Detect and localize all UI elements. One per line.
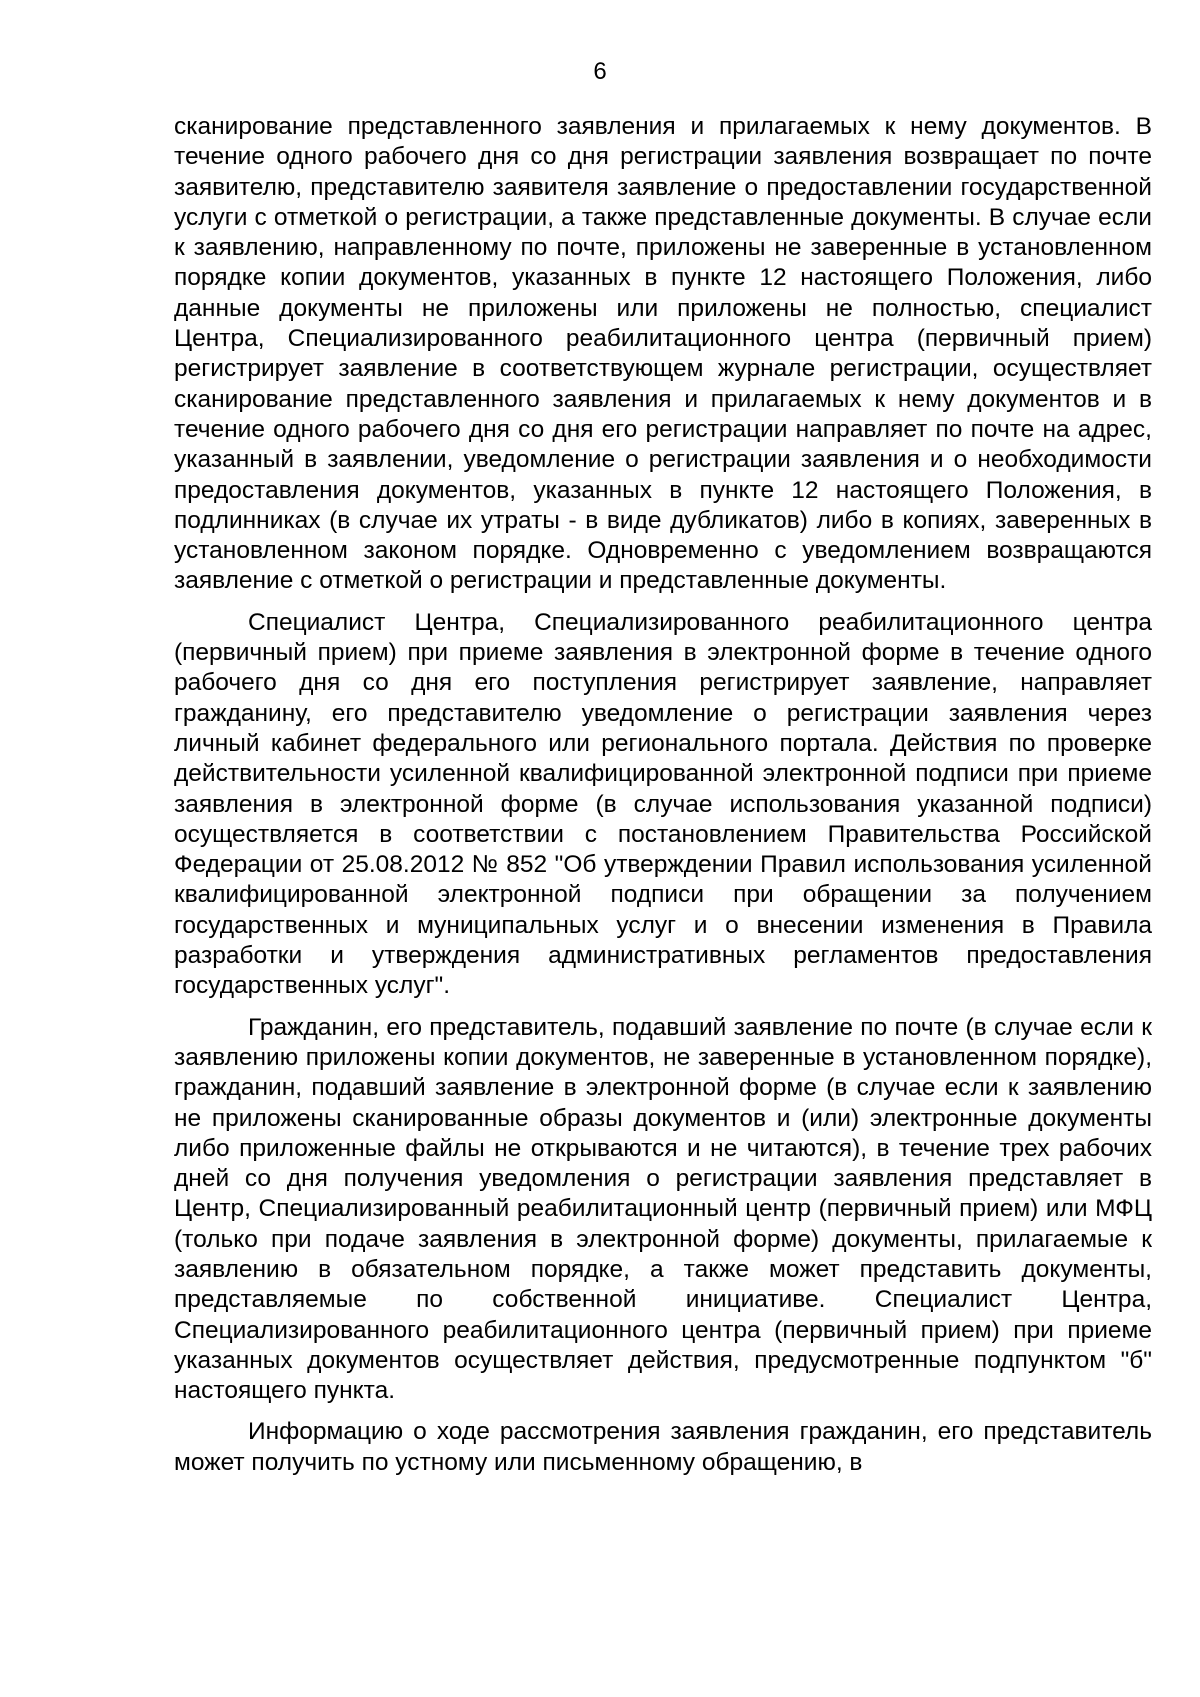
paragraph-continuation: сканирование представленного заявления и прилагаемых к нему документов. В течение одного рабочего дня со дня регистрации заявления возвращает по почте заявителю, представителю заявителя заявление о предоставлении государственной услуги с отметкой о регистрации, а также представленные документы. В случае если к заявлению, направленному по почте, приложены не заверенные в установленном порядке копии документов, указанных в пункте 12 настоящего Положения, либо данные документы не приложены или приложены не полностью, специалист Центра, Специализированного реабилитационного центра (первичный прием) регистрирует заявление в соответствующем журнале регистрации, осуществляет сканирование представленного заявления и прилагаемых к нему документов и в течение одного рабочего дня со дня его регистрации направляет по почте на адрес, указанный в заявлении, уведомление о регистрации заявления и о необходимости предоставления документов, указанных в пункте 12 настоящего Положения, в подлинниках (в случае их утраты - в виде дубликатов) либо в копиях, заверенных в установленном законом порядке. Одновременно с уведомлением возвращаются заявление с отметкой о регистрации и представленные документы. [174,113,1152,595]
document-body [174,112,1152,1478]
paragraph-status-information: Информацию о ходе рассмотрения заявления гражданин, его представитель может получить по устному или письменному обращению, в [174,1418,1152,1476]
page-number: 6 [593,58,607,85]
paragraph-document-submission: Гражданин, его представитель, подавший заявление по почте (в случае если к заявлению приложены копии документов, не заверенные в установленном порядке), гражданин, подавший заявление в электронной форме (в случае если к заявлению не приложены сканированные образы документов и (или) электронные документы либо приложенные файлы не открываются и не читаются), в течение трех рабочих дней со дня получения уведомления о регистрации заявления представляет в Центр, Специализированный реабилитационный центр (первичный прием) или МФЦ (только при подаче заявления в электронной форме) документы, прилагаемые к заявлению в обязательном порядке, а также может представить документы, представляемые по собственной инициативе. Специалист Центра, Специализированного реабилитационного центра (первичный прием) при приеме указанных документов осуществляет действия, предусмотренные подпунктом "б" настоящего пункта. [174,1013,1152,1405]
paragraph-electronic-registration: Специалист Центра, Специализированного реабилитационного центра (первичный прием) при приеме заявления в электронной форме в течение одного рабочего дня со дня его поступления регистрирует заявление, направляет гражданину, его представителю уведомление о регистрации заявления через личный кабинет федерального или регионального портала. Действия по проверке действительности усиленной квалифицированной электронной подписи при приеме заявления в электронной форме (в случае использования указанной подписи) осуществляется в соответствии с постановлением Правительства Российской Федерации от 25.08.2012 № 852 "Об утверждении Правил использования усиленной квалифицированной электронной подписи при обращении за получением государственных и муниципальных услуг и о внесении изменения в Правила разработки и утверждения административных регламентов предоставления государственных услуг". [174,608,1152,1000]
